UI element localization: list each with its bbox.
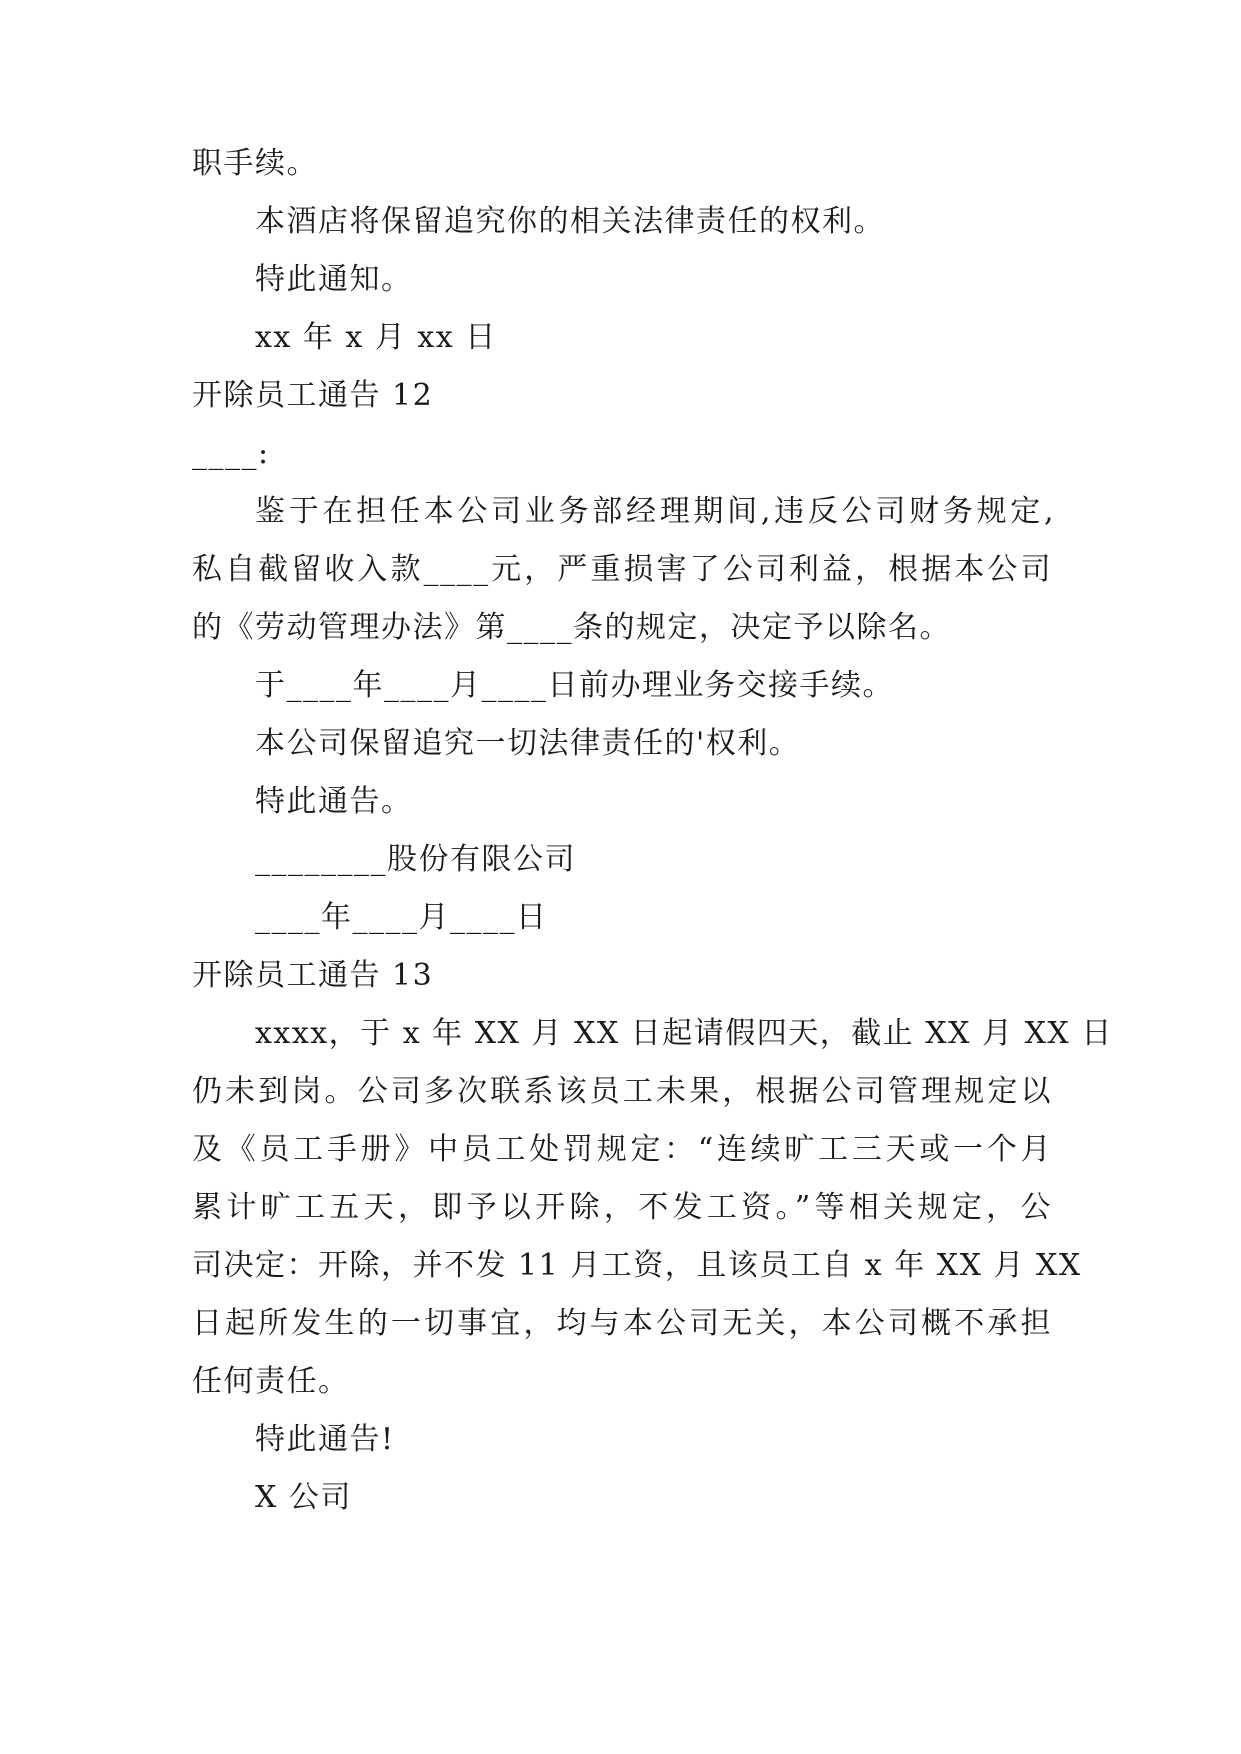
text-line: 任何责任。 — [192, 1364, 350, 1399]
date-line: xx 年 x 月 xx 日 — [255, 320, 497, 355]
section-heading: 开除员工通告 13 — [192, 958, 434, 993]
text-line: xxxx，于 x 年 XX 月 XX 日起请假四天，截止 XX 月 XX 日 — [255, 1016, 1113, 1051]
addressee-line: ____: — [192, 436, 270, 471]
text-line: 职手续。 — [192, 146, 318, 181]
date-line: ____年____月____日 — [255, 900, 548, 935]
text-line: 本公司保留追究一切法律责任的'权利。 — [255, 726, 801, 761]
text-line: 本酒店将保留追究你的相关法律责任的权利。 — [255, 204, 885, 239]
text-line: 累计旷工五天，即予以开除，不发工资。”等相关规定，公 — [192, 1190, 1052, 1225]
text-line: 私自截留收入款____元，严重损害了公司利益，根据本公司 — [192, 552, 1052, 587]
text-line: 日起所发生的一切事宜，均与本公司无关，本公司概不承担 — [192, 1306, 1052, 1341]
text-line: 鉴于在担任本公司业务部经理期间,违反公司财务规定, — [255, 494, 1055, 529]
text-line: 司决定：开除，并不发 11 月工资，且该员工自 x 年 XX 月 XX — [192, 1248, 1082, 1283]
text-line: 特此通告。 — [255, 784, 413, 819]
signature-company: X 公司 — [255, 1480, 352, 1515]
text-line: 仍未到岗。公司多次联系该员工未果，根据公司管理规定以 — [192, 1074, 1052, 1109]
text-line: 特此通告! — [255, 1422, 395, 1457]
text-line: 于____年____月____日前办理业务交接手续。 — [255, 668, 894, 703]
text-line: 的《劳动管理办法》第____条的规定，决定予以除名。 — [192, 610, 951, 645]
text-line: 特此通知。 — [255, 262, 413, 297]
text-line: 及《员工手册》中员工处罚规定：“连续旷工三天或一个月 — [192, 1132, 1052, 1167]
section-heading: 开除员工通告 12 — [192, 378, 434, 413]
signature-company: ________股份有限公司 — [255, 842, 576, 877]
